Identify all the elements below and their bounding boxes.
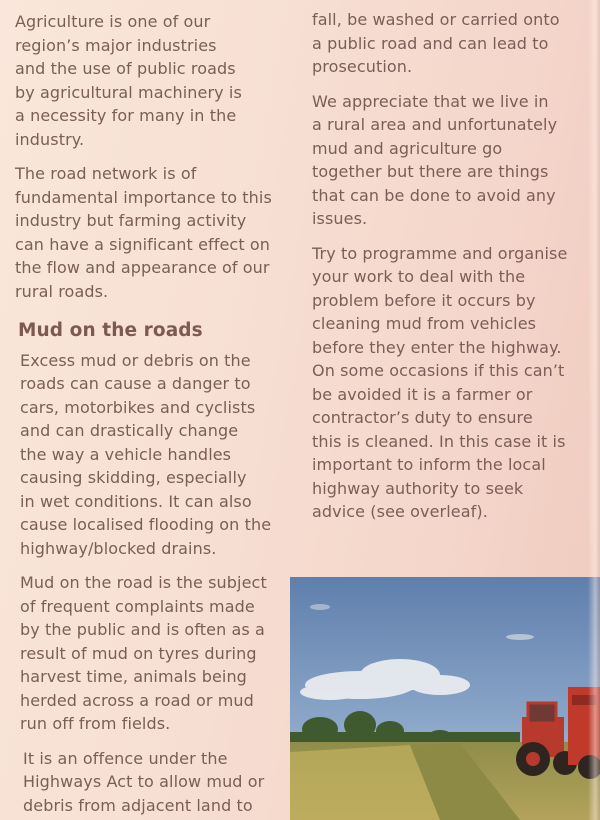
complaints-paragraph: Mud on the road is the subject of frequent complaints made by the public and is often as a result of mud on tyres during harvest time, animals being herded across a road or mud run off from fields. [20, 573, 267, 733]
tractor-field-illustration [290, 577, 600, 820]
programme-work-paragraph: Try to programme and organise your work to deal with the problem before it occurs by cleaning mud from vehicles before they enter the highway. On some occasions if this can’t be avoided it is a farmer or contractor’s duty to ensure this is cleaned. In this case it is important to inform the local highway authority to seek advice (see overleaf). [312, 243, 568, 521]
left-column [15, 10, 295, 817]
right-column [312, 8, 584, 524]
tractor-field-photo [290, 577, 600, 820]
offence-paragraph: It is an offence under the Highways Act to allow mud or debris from adjacent land to [23, 748, 265, 815]
rural-area-paragraph: We appreciate that we live in a rural area and unfortunately mud and agriculture go together but there are things that can be done to avoid any issues. [312, 91, 558, 228]
intro-paragraph-1: Agriculture is one of our region’s major industries and the use of public roads by agricultural machinery is a necessity for many in the industry. [15, 12, 242, 149]
intro-paragraph-2: The road network is of fundamental importance to this industry but farming activity can have a significant effect on the flow and appearance of our rural roads. [15, 164, 272, 301]
mud-danger-paragraph: Excess mud or debris on the roads can cause a danger to cars, motorbikes and cyclists and can drastically change the way a vehicle handles causing skidding, especially in wet conditions. It can also cause localised flooding on the highway/blocked drains. [20, 350, 272, 558]
page-edge [588, 0, 600, 820]
section-heading: Mud on the roads [18, 320, 203, 341]
prosecution-paragraph: fall, be washed or carried onto a public road and can lead to prosecution. [312, 10, 560, 76]
